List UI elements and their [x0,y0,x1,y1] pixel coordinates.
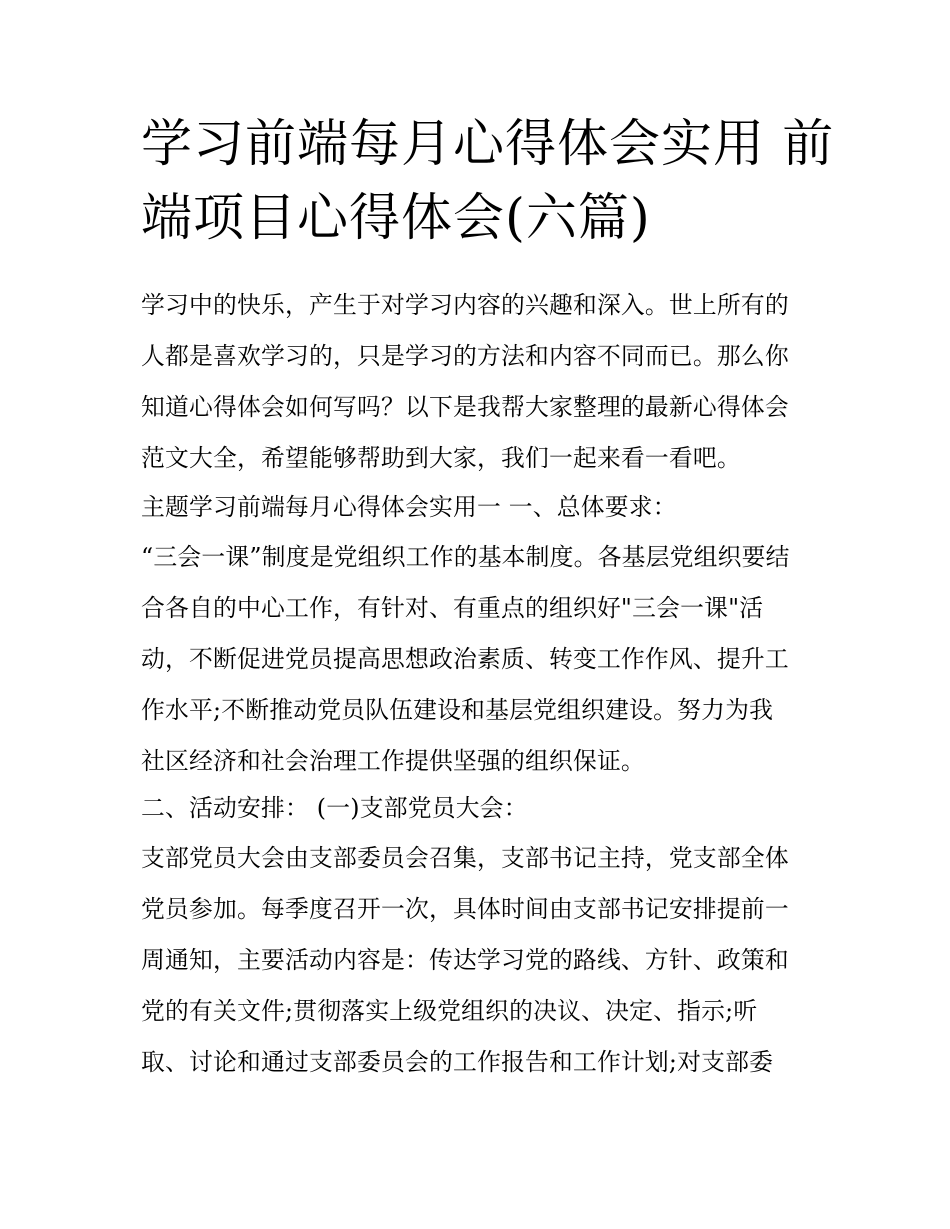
activity-heading: 二、活动安排： (一)支部党员大会： [141,794,528,822]
paragraph-line: 学习中的快乐，产生于对学习内容的兴趣和深入。世上所有的 [141,291,789,319]
title-line: 学习前端每月心得体会实用 前 [141,115,835,174]
paragraph-line: 党员参加。每季度召开一次，具体时间由支部书记安排提前一 [141,895,789,923]
paragraph-line: 合各自的中心工作，有针对、有重点的组织好"三会一课"活 [141,594,764,622]
paragraph-line: 党的有关文件;贯彻落实上级党组织的决议、决定、指示;听 [141,997,758,1025]
paragraph-line: 社区经济和社会治理工作提供坚强的组织保证。 [141,747,645,775]
title-line: 端项目心得体会(六篇) [141,189,651,248]
document-title [141,108,835,256]
intro-paragraph [141,280,821,484]
meeting-paragraph [141,833,821,1088]
paragraph-line: 作水平;不断推动党员队伍建设和基层党组织建设。努力为我 [141,696,774,724]
paragraph-line: 动，不断促进党员提高思想政治素质、转变工作作风、提升工 [141,645,789,673]
paragraph-line: 取、讨论和通过支部委员会的工作报告和工作计划;对支部委 [141,1048,774,1076]
paragraph-line: 知道心得体会如何写吗？以下是我帮大家整理的最新心得体会 [141,393,789,421]
requirement-paragraph [141,532,821,787]
paragraph-line: 支部党员大会由支部委员会召集，支部书记主持，党支部全体 [141,844,789,872]
paragraph-line: “三会一课”制度是党组织工作的基本制度。各基层党组织要结 [141,543,790,571]
paragraph-line: 人都是喜欢学习的，只是学习的方法和内容不同而已。那么你 [141,342,789,370]
theme-heading: 主题学习前端每月心得体会实用一 一、总体要求： [141,493,677,521]
paragraph-line: 范文大全，希望能够帮助到大家，我们一起来看一看吧。 [141,444,741,472]
paragraph-line: 周通知，主要活动内容是：传达学习党的路线、方针、政策和 [141,946,789,974]
